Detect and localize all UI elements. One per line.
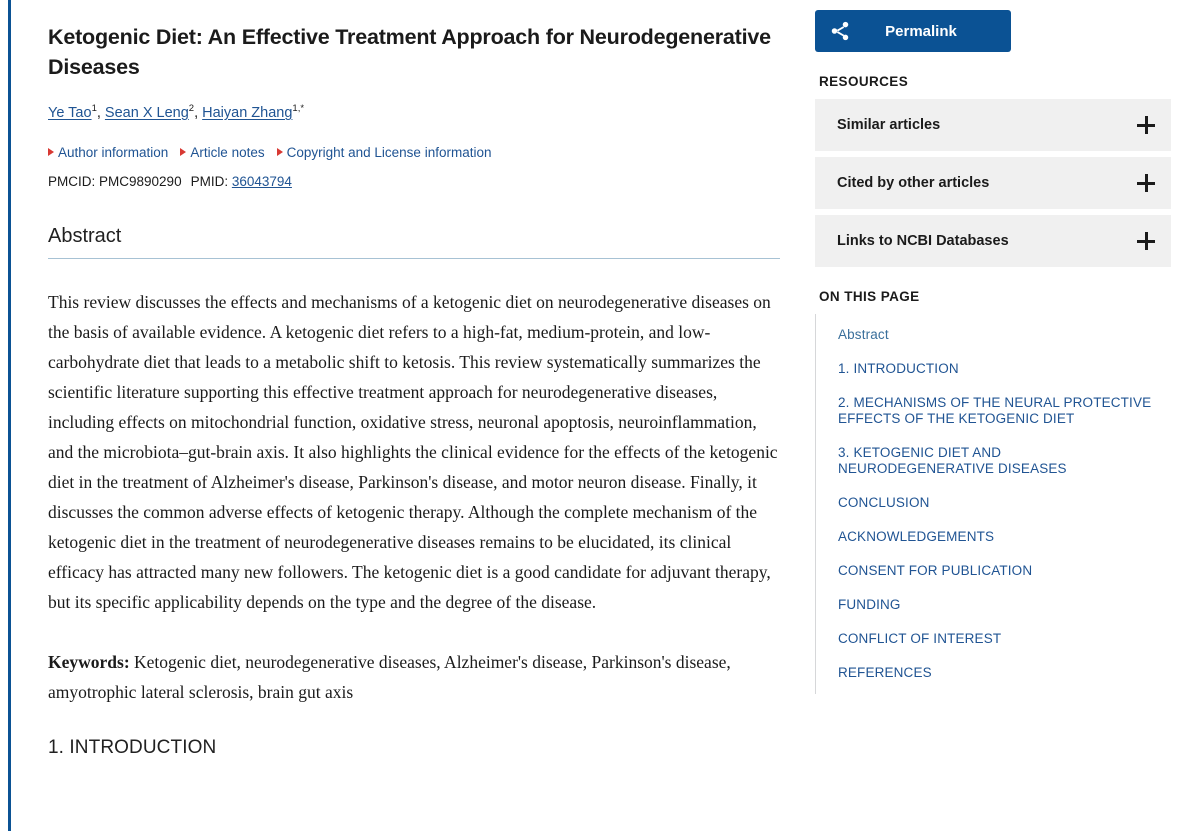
accordion-cited-by-other-articles[interactable] — [815, 157, 1171, 209]
author-affiliation-marker-2: 2 — [188, 103, 195, 115]
abstract-heading: Abstract — [48, 225, 780, 259]
nav-item-ketogenic-diet-diseases[interactable]: 3. KETOGENIC DIET AND NEURODEGENERATIVE DISEASES — [838, 445, 1067, 476]
triangle-right-icon — [48, 148, 54, 156]
resources-section-title: RESOURCES — [819, 74, 909, 89]
nav-item-consent-for-publication[interactable]: CONSENT FOR PUBLICATION — [838, 563, 1033, 578]
pmcid-label: PMCID: — [48, 174, 96, 189]
accordion-label: Cited by other articles — [837, 175, 990, 191]
article-notes-toggle[interactable]: Article notes — [180, 145, 264, 160]
article-identifiers — [48, 174, 780, 189]
triangle-right-icon — [277, 148, 283, 156]
nav-item-references[interactable]: REFERENCES — [838, 665, 932, 680]
nav-item-conflict-of-interest[interactable]: CONFLICT OF INTEREST — [838, 631, 1002, 646]
pmid-link[interactable]: 36043794 — [231, 174, 292, 189]
author-list: Ye Tao$^1$, Sean X Leng$^2$, Haiyan Zhang$^{1,*}$ — [48, 103, 305, 121]
on-this-page-section-title: ON THIS PAGE — [819, 289, 920, 304]
author-link-2[interactable]: Sean X Leng — [104, 105, 189, 121]
copyright-license-toggle[interactable]: Copyright and License information — [277, 145, 492, 160]
nav-item-funding[interactable]: FUNDING — [838, 597, 901, 612]
author-information-toggle[interactable]: Author information — [48, 145, 168, 160]
section-heading-introduction: 1. INTRODUCTION — [48, 737, 217, 758]
plus-icon — [1137, 174, 1155, 192]
keywords-label: Keywords: — [48, 652, 130, 672]
keywords-block — [48, 647, 748, 707]
accordion-similar-articles[interactable] — [815, 99, 1171, 151]
pmid-label: PMID: — [190, 174, 229, 189]
nav-item-conclusion[interactable]: CONCLUSION — [838, 495, 930, 510]
plus-icon — [1137, 116, 1155, 134]
nav-item-introduction[interactable]: 1. INTRODUCTION — [838, 361, 959, 376]
triangle-right-icon — [180, 148, 186, 156]
page-title: Ketogenic Diet: An Effective Treatment Approach for Neurodegenerative Diseases — [48, 25, 771, 79]
abstract-text: This review discusses the effects and mechanisms of a ketogenic diet on neurodegenerative diseases on the basis of available evidence. A ketogenic diet refers to a high-fat, medium-protein, and low-carbohydrate diet that leads to a metabolic shift to ketosis. This review systematically summarizes the scientific literature supporting this effective treatment approach for neurodegenerative diseases, including effects on mitochondrial function, oxidative stress, neuronal apoptosis, neuroinflammation, and the microbiota–gut-brain axis. It also highlights the clinical evidence for the effects of the ketogenic diet in the treatment of Alzheimer's disease, Parkinson's disease, and motor neuron disease. Finally, it discusses the common adverse effects of ketogenic therapy. Although the complete mechanism of the ketogenic diet in the treatment of neurodegenerative diseases remains to be elucidated, its clinical efficacy has attracted many new followers. The ketogenic diet is a good candidate for adjuvant therapy, but its specific applicability depends on the type and the degree of the disease. — [48, 292, 778, 612]
author-link-3[interactable]: Haiyan Zhang — [202, 105, 293, 121]
article-meta-links — [48, 144, 780, 162]
plus-icon — [1137, 232, 1155, 250]
accordion-label: Links to NCBI Databases — [837, 233, 1009, 249]
permalink-button-label: Permalink — [885, 22, 957, 40]
accordion-label: Similar articles — [837, 117, 941, 133]
nav-item-acknowledgements[interactable]: ACKNOWLEDGEMENTS — [838, 529, 995, 544]
author-link-1[interactable]: Ye Tao — [48, 105, 92, 121]
author-affiliation-marker-1: 1 — [91, 103, 97, 115]
article-sidebar — [800, 0, 1200, 694]
permalink-button[interactable] — [815, 10, 1011, 52]
author-affiliation-marker-3: 1,* — [292, 103, 305, 115]
accordion-links-to-ncbi-databases[interactable] — [815, 215, 1171, 267]
nav-item-mechanisms[interactable]: 2. MECHANISMS OF THE NEURAL PROTECTIVE EFFECTS OF THE KETOGENIC DIET — [838, 395, 1152, 426]
keywords-values: Ketogenic diet, neurodegenerative diseases, Alzheimer's disease, Parkinson's disease, amyotrophic lateral sclerosis, brain gut axis — [48, 652, 731, 702]
on-this-page-nav — [815, 314, 1155, 694]
nav-item-abstract[interactable]: Abstract — [838, 327, 889, 342]
pmcid-value: PMC9890290 — [99, 174, 182, 189]
